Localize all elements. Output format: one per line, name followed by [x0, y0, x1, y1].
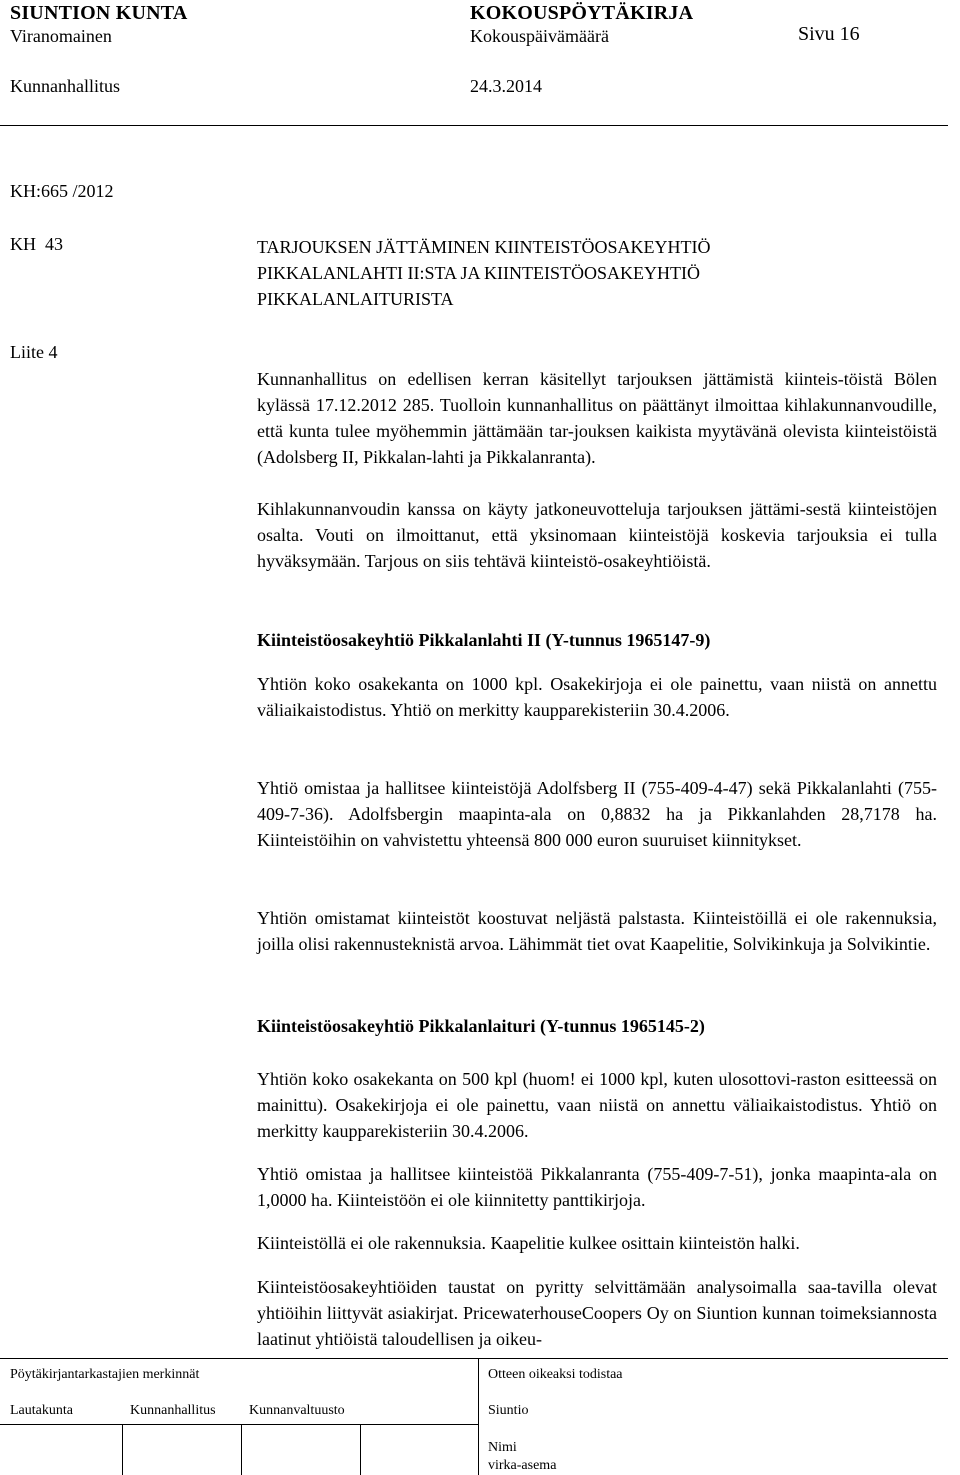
position-label: virka-asema [488, 1458, 557, 1473]
paragraph: Yhtiön koko osakekanta on 500 kpl (huom! ei 1000 kpl, kuten ulosottovi-raston esitteessä on mainittu). Osakekirjoja ei ole painettu, vaan niistä on annettu väliaikaistodistus. Yhtiö on merkitty kaupparekisteriin 30.4.2006. [257, 1069, 937, 1141]
paragraph: Yhtiön omistamat kiinteistöt koostuvat neljästä palstasta. Kiinteistöillä ei ole rakennuksia, joilla olisi rakennusteknistä arvoa. Lähimmät tiet ovat Kaapelitie, Solvikinkuja ja Solvikintie. [257, 908, 937, 954]
paragraph: Kunnanhallitus on edellisen kerran käsitellyt tarjouksen jättämistä kiinteis-töistä Bölen kylässä 17.12.2012 285. Tuolloin kunnanhallitus on päättänyt ilmoittaa kihlakunnanvoudille, että kunta tulee myöhemmin jättämään tar-jouksen kaikista myytävänä olevista kiinteistöistä (Adolsberg II, Pikkalan-lahti ja Pikkalanranta). [257, 369, 937, 467]
meeting-date-label: Kokouspäivämäärä [470, 26, 609, 46]
header-divider [0, 125, 948, 126]
section-number: KH 43 [10, 234, 63, 254]
footer-divider [0, 1358, 948, 1359]
paragraph: Kihlakunnanvoudin kanssa on käyty jatkoneuvotteluja tarjouksen jättämi-sestä kiinteistöjen osalta. Vouti on ilmoittanut, että yksinomaan kiinteistöjä koskevia tarjouksia ei tulla hyväksymään. Tarjous on siis tehtävä kiinteistö-osakeyhtiöistä. [257, 499, 937, 571]
attachment-label: Liite 4 [10, 342, 58, 362]
paragraph: Yhtiön koko osakekanta on 1000 kpl. Osakekirjoja ei ole painettu, vaan niistä on annettu väliaikaistodistus. Yhtiö on merkitty kaupparekisteriin 30.4.2006. [257, 674, 937, 720]
name-label: Nimi [488, 1440, 517, 1455]
signatures-label: Pöytäkirjantarkastajien merkinnät [10, 1367, 200, 1382]
certified-label: Otteen oikeaksi todistaa [488, 1367, 623, 1382]
page-number: Sivu 16 [798, 23, 860, 45]
organ-name: Kunnanhallitus [10, 76, 120, 96]
signature-box-label: Lautakunta [10, 1403, 73, 1418]
paragraph: Yhtiö omistaa ja hallitsee kiinteistöä Pikkalanranta (755-409-7-51), jonka maapinta-ala on 1,0000 ha. Kiinteistöön ei ole kiinnitetty panttikirjoja. [257, 1164, 937, 1210]
item-title-line: TARJOUKSEN JÄTTÄMINEN KIINTEISTÖOSAKEYHTIÖ [257, 237, 711, 257]
item-title [257, 234, 937, 312]
municipality-name: SIUNTION KUNTA [10, 2, 188, 24]
signature-box-label: Kunnanhallitus [130, 1403, 216, 1418]
meeting-date: 24.3.2014 [470, 76, 542, 96]
authority-label: Viranomainen [10, 26, 112, 46]
signature-row-divider [0, 1424, 478, 1425]
signature-box-divider [241, 1424, 242, 1475]
signature-box-divider [360, 1424, 361, 1475]
paragraph: Yhtiö omistaa ja hallitsee kiinteistöjä Adolfsberg II (755-409-4-47) sekä Pikkalanlahti (755-409-7-36). Adolfsbergin maapinta-ala on 0,8832 ha ja Pikkanlahden 28,7178 ha. Kiinteistöihin on vahvistettu yhteensä 800 000 euron suuruiset kiinnitykset. [257, 778, 937, 850]
paragraph: Kiinteistöllä ei ole rakennuksia. Kaapelitie kulkee osittain kiinteistön halki. [257, 1233, 800, 1253]
footer-column-divider [478, 1358, 479, 1475]
paragraph: Kiinteistöosakeyhtiöiden taustat on pyritty selvittämään analysoimalla saa-tavilla olevat yhtiöihin liittyvät asiakirjat. PricewaterhouseCoopers Oy on Siuntion kunnan toimeksiannosta laatinut yhtiöistä taloudellisen ja oikeu- [257, 1277, 937, 1349]
company-heading: Kiinteistöosakeyhtiö Pikkalanlaituri (Y-tunnus 1965145-2) [257, 1016, 705, 1036]
signature-box-label: Kunnanvaltuusto [249, 1403, 345, 1418]
document-type: KOKOUSPÖYTÄKIRJA [470, 2, 694, 24]
item-title-line: PIKKALANLAITURISTA [257, 289, 454, 309]
company-heading: Kiinteistöosakeyhtiö Pikkalanlahti II (Y-tunnus 1965147-9) [257, 630, 711, 650]
place-label: Siuntio [488, 1403, 529, 1418]
item-title-line: PIKKALANLAHTI II:STA JA KIINTEISTÖOSAKEYHTIÖ [257, 263, 701, 283]
case-reference: KH:665 /2012 [10, 181, 114, 201]
signature-box-divider [122, 1424, 123, 1475]
